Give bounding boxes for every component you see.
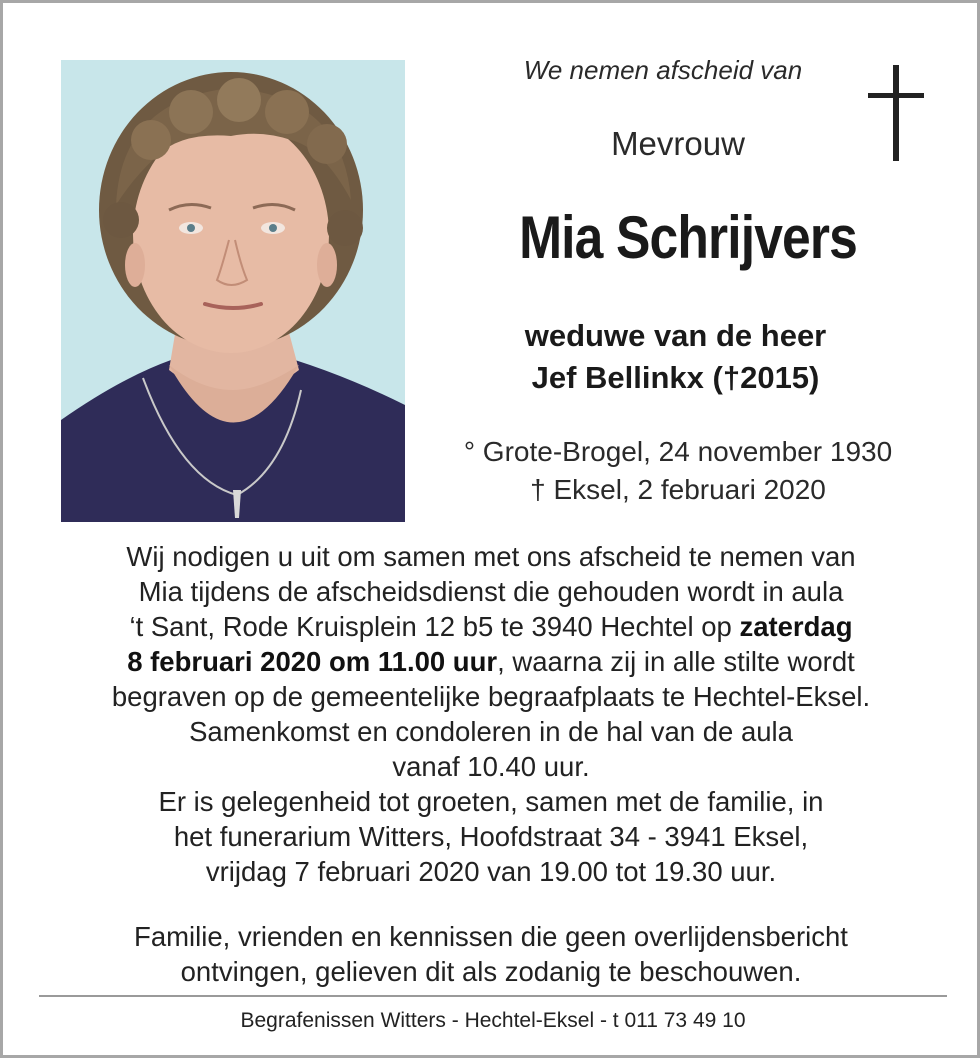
closing-line: Familie, vrienden en kennissen die geen overlijdensbericht — [134, 921, 848, 952]
widow-line: weduwe van de heer — [524, 318, 827, 353]
funeral-home-footer: Begrafenissen Witters - Hechtel-Eksel - t 011 73 49 10 — [240, 1009, 746, 1032]
body-line: begraven op de gemeentelijke begraafplaats te Hechtel-Eksel. — [111, 681, 871, 712]
invitation-text — [43, 539, 939, 889]
body-line: het funerarium Witters, Hoofdstraat 34 - 3941 Eksel, — [173, 821, 809, 852]
widow-info — [423, 315, 928, 399]
portrait-photo — [61, 60, 405, 522]
divider — [39, 995, 947, 997]
death-date: † Eksel, 2 februari 2020 — [530, 474, 826, 505]
service-datetime: 8 februari 2020 om 11.00 uur — [127, 646, 498, 677]
body-text: ‘t Sant, Rode Kruisplein 12 b5 te 3940 Hechtel op — [129, 611, 740, 642]
body-line: vrijdag 7 februari 2020 van 19.00 tot 19.30 uur. — [205, 856, 777, 887]
body-line — [43, 644, 939, 679]
intro-text: We nemen afscheid van — [523, 55, 803, 85]
body-line: Mia tijdens de afscheidsdienst die gehouden wordt in aula — [138, 576, 844, 607]
body-line: Er is gelegenheid tot groeten, samen met de familie, in — [158, 786, 824, 817]
body-line — [43, 609, 939, 644]
closing-line: ontvingen, gelieven dit als zodanig te beschouwen. — [180, 956, 802, 987]
closing-text — [43, 919, 939, 989]
body-line: Samenkomst en condoleren in de hal van de aula — [189, 716, 793, 747]
body-line: vanaf 10.40 uur. — [392, 751, 590, 782]
salutation: Mevrouw — [611, 125, 745, 162]
life-dates — [423, 433, 933, 509]
body-text: , waarna zij in alle stilte wordt — [497, 646, 855, 677]
body-line: Wij nodigen u uit om samen met ons afscheid te nemen van — [126, 541, 856, 572]
birth-date: ° Grote-Brogel, 24 november 1930 — [463, 436, 893, 467]
spouse-line: Jef Bellinkx (†2015) — [531, 360, 820, 395]
service-day: zaterdag — [739, 611, 853, 642]
deceased-name: Mia Schrijvers — [519, 204, 857, 271]
